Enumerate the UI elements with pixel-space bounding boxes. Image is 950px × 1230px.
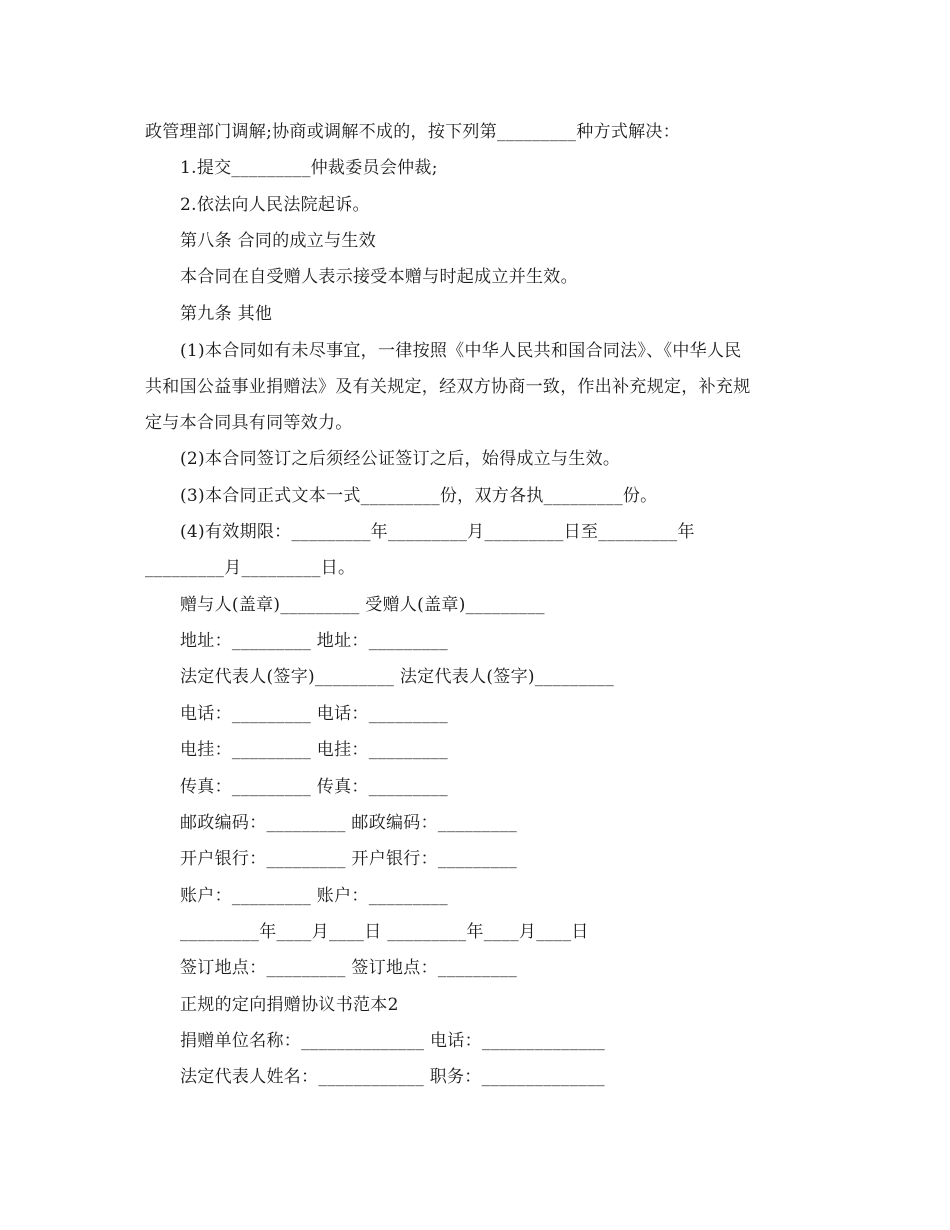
text-line-12: (4)有效期限：_________年_________月_________日至_________年 xyxy=(180,522,695,542)
address-line: 地址：_________ 地址：_________ xyxy=(180,631,448,651)
text-line-7: (1)本合同如有未尽事宜，一律按照《中华人民共和国合同法》、《中华人民 xyxy=(180,341,742,361)
article-8-heading: 第八条 合同的成立与生效 xyxy=(180,231,377,251)
telegram-line: 电挂：_________ 电挂：_________ xyxy=(180,740,448,760)
text-line-2: 1.提交_________仲裁委员会仲裁; xyxy=(180,158,438,178)
article-9-heading: 第九条 其他 xyxy=(180,304,273,324)
legal-rep-name-line: 法定代表人姓名：____________ 职务：______________ xyxy=(180,1067,605,1087)
date-line: _________年____月____日 _________年____月____日 xyxy=(180,922,589,942)
fax-line: 传真：_________ 传真：_________ xyxy=(180,777,448,797)
account-line: 账户：_________ 账户：_________ xyxy=(180,886,448,906)
postcode-line: 邮政编码：_________ 邮政编码：_________ xyxy=(180,813,518,833)
text-line-10: (2)本合同签订之后须经公证签订之后，始得成立与生效。 xyxy=(180,449,621,469)
text-line-11: (3)本合同正式文本一式_________份，双方各执_________份。 xyxy=(180,486,658,506)
signing-place-line: 签订地点：_________ 签订地点：_________ xyxy=(180,958,518,978)
signature-line-donor: 赠与人(盖章)_________ 受赠人(盖章)_________ xyxy=(180,595,545,615)
text-line-3: 2.依法向人民法院起诉。 xyxy=(180,195,370,215)
phone-line: 电话：_________ 电话：_________ xyxy=(180,704,448,724)
text-line-8: 共和国公益事业捐赠法》及有关规定，经双方协商一致，作出补充规定，补充规 xyxy=(145,377,751,397)
text-line-1: 政管理部门调解;协商或调解不成的，按下列第_________种方式解决： xyxy=(145,122,681,142)
donor-unit-line: 捐赠单位名称：______________ 电话：______________ xyxy=(180,1031,606,1051)
text-line-13: _________月_________日。 xyxy=(145,558,356,578)
text-line-9: 定与本合同具有同等效力。 xyxy=(145,413,353,433)
text-line-5: 本合同在自受赠人表示接受本赠与时起成立并生效。 xyxy=(180,267,578,287)
section-title: 正规的定向捐赠协议书范本2 xyxy=(180,995,399,1015)
bank-line: 开户银行：_________ 开户银行：_________ xyxy=(180,849,518,869)
legal-rep-line: 法定代表人(签字)_________ 法定代表人(签字)_________ xyxy=(180,667,615,687)
